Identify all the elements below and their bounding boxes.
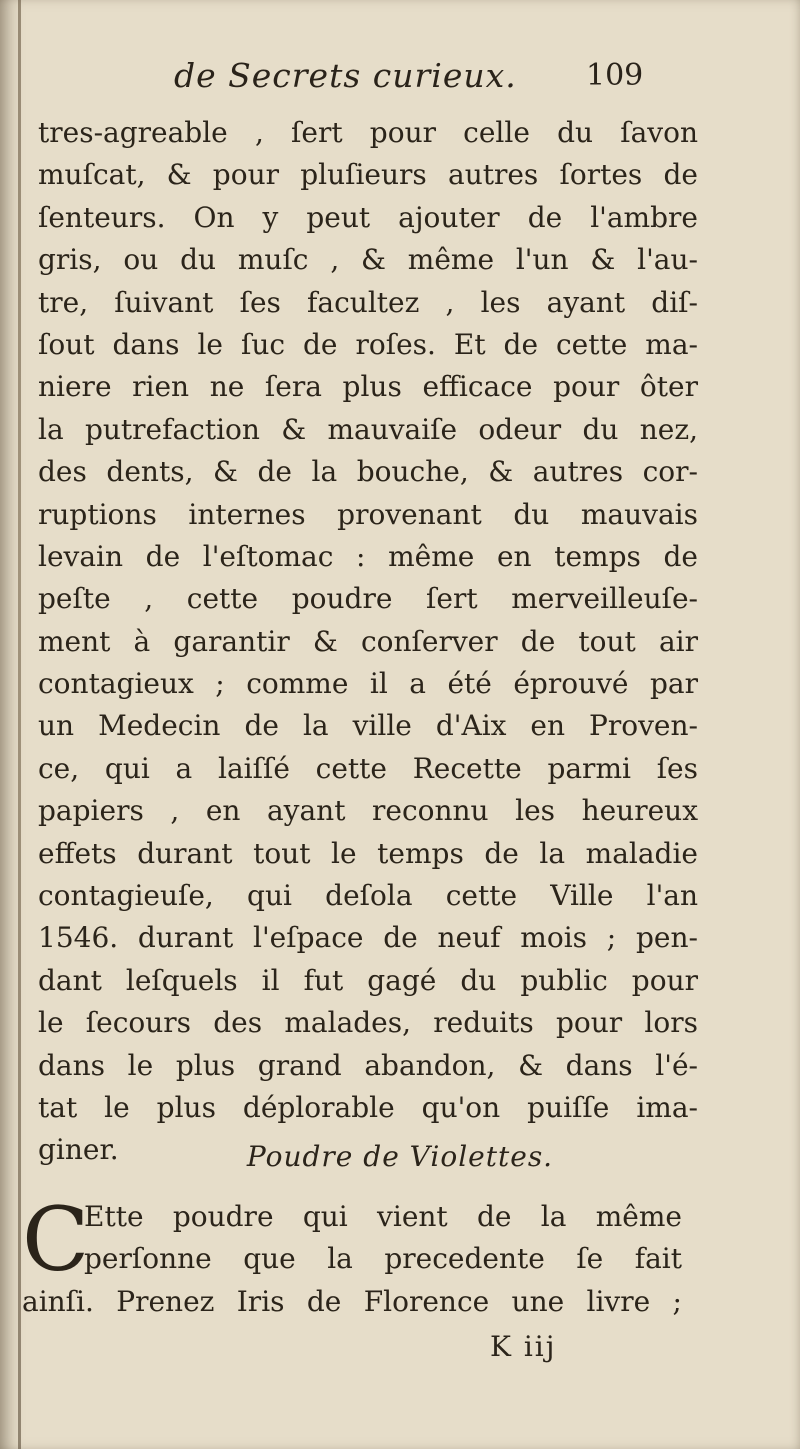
body-text [38,112,698,1172]
section-heading: Poudre de Violettes. [246,1140,554,1173]
page-gutter [18,0,21,1449]
text-line: ce, qui a laiſſé cette Recette parmi ſes [38,751,698,785]
text-line: la putrefaction & mauvaiſe odeur du nez, [38,412,698,446]
text-line: Ette poudre qui vient de la même [84,1200,682,1233]
text-line: un Medecin de la ville d'Aix en Proven- [38,709,698,743]
page-number: 109 [586,58,644,93]
text-line: gris, ou du muſc , & même l'un & l'au- [38,243,698,277]
text-line: levain de l'eſtomac : même en temps de [38,539,698,573]
text-line: tre, ſuivant ſes facultez , les ayant diſ- [38,285,698,319]
text-line: niere rien ne ſera plus efficace pour ôter [38,370,698,404]
text-line: 1546. durant l'eſpace de neuf mois ; pen- [38,921,698,955]
page-header [0,56,800,106]
text-line: dant leſquels il fut gagé du public pour [38,963,698,997]
running-title: de Secrets curieux. [174,56,517,95]
signature-mark: K iij [490,1330,557,1363]
drop-cap: C [22,1188,90,1291]
text-line: tres-agreable , ſert pour celle du ſavon [38,116,698,149]
text-line: perſonne que la precedente ſe fait [84,1242,682,1276]
text-line: papiers , en ayant reconnu les heureux [38,794,698,828]
text-line: effets durant tout le temps de la maladie [38,836,698,870]
text-line: peſte , cette poudre ſert merveilleuſe- [38,582,698,616]
text-line: ainſi. Prenez Iris de Florence une livre ; [22,1284,682,1318]
text-line: des dents, & de la bouche, & autres cor- [38,455,698,489]
text-line: giner. [38,1133,119,1167]
text-line: ſout dans le ſuc de roſes. Et de cette ma- [38,327,698,361]
text-line: ment à garantir & conſerver de tout air [38,624,698,658]
text-line: le ſecours des malades, reduits pour lors [38,1006,698,1040]
text-line: contagieuſe, qui deſola cette Ville l'an [38,879,698,913]
text-line: tat le plus déplorable qu'on puiſſe ima- [38,1090,698,1124]
text-line: dans le plus grand abandon, & dans l'é- [38,1048,698,1082]
text-line: ruptions internes provenant du mauvais [38,497,698,531]
text-line: contagieux ; comme il a été éprouvé par [38,667,698,701]
text-line: muſcat, & pour pluſieurs autres ſortes de [38,158,698,192]
recipe-paragraph [22,1188,682,1323]
text-line: ſenteurs. On y peut ajouter de l'ambre [38,200,698,234]
